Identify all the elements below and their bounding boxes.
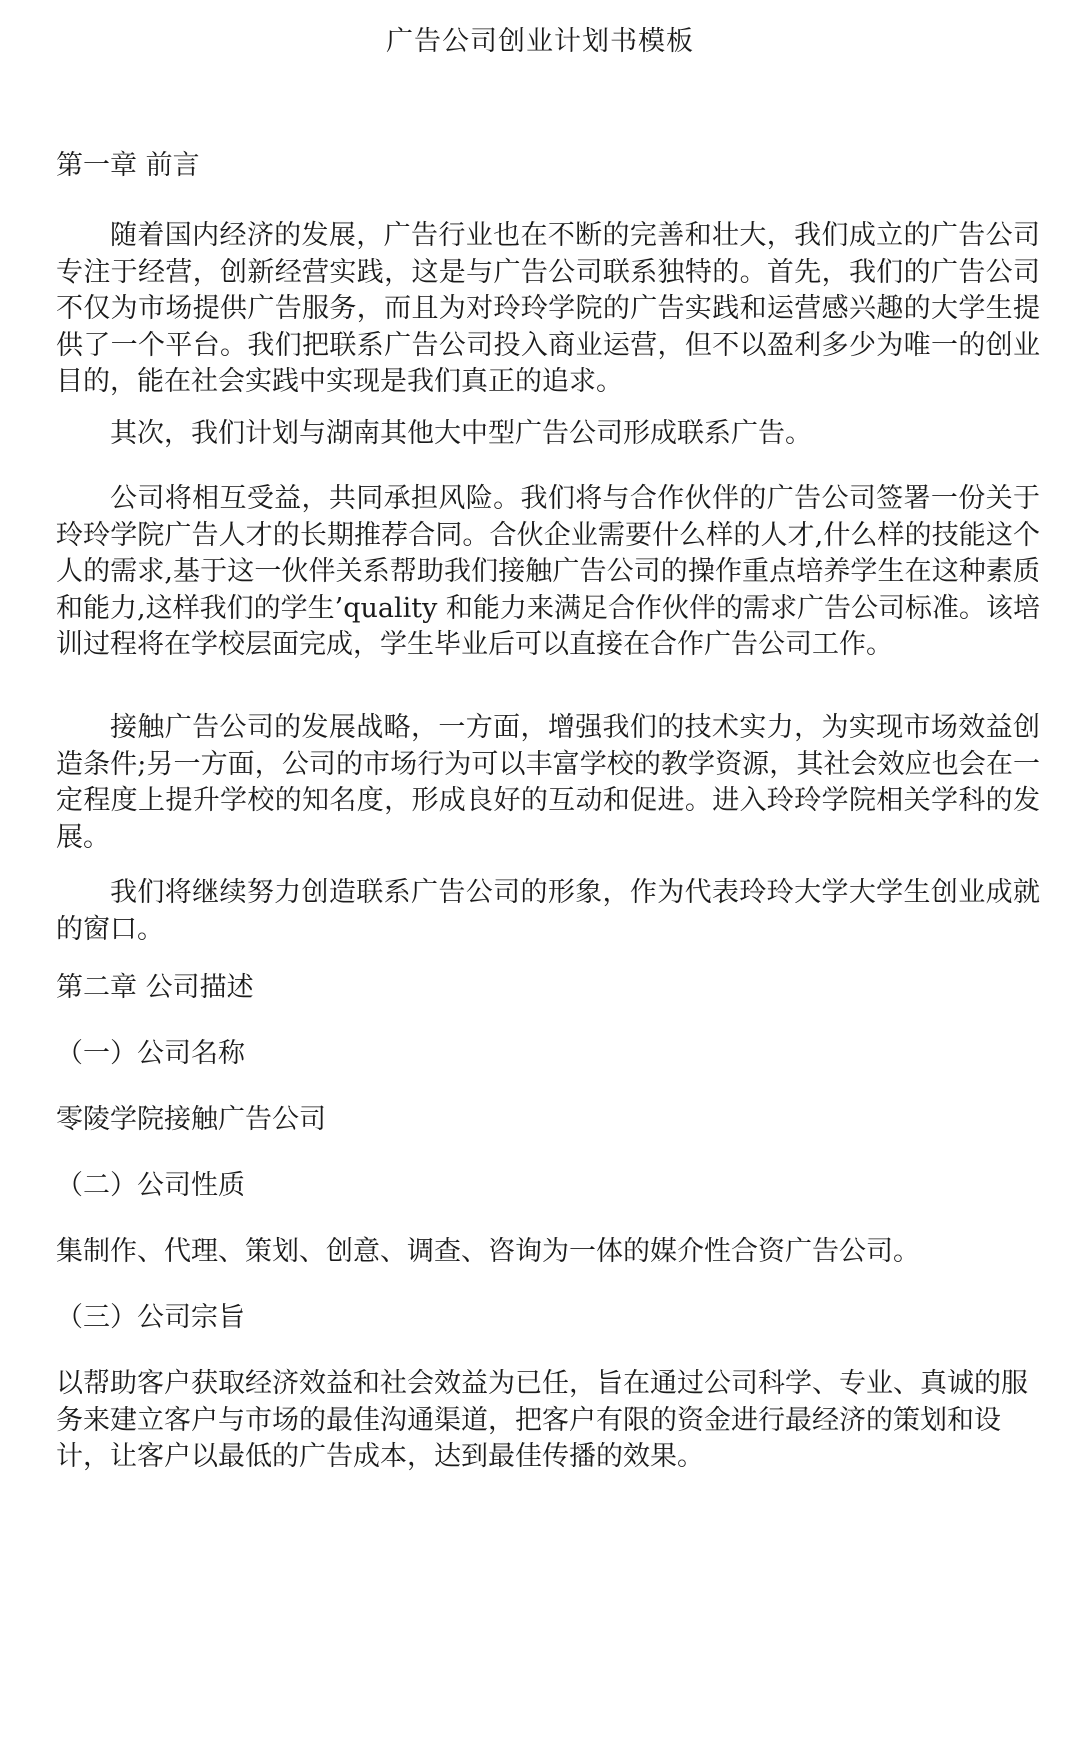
- chapter-2-heading: 第二章 公司描述: [56, 972, 254, 1003]
- chapter-1-paragraph-4: 接触广告公司的发展战略，一方面，增强我们的技术实力，为实现市场效益创造条件;另一方面，公司的市场行为可以丰富学校的教学资源，其社会效应也会在一定程度上提升学校的知名度，形成良好的互动和促进。进入玲玲学院相关学科的发展。: [56, 712, 1040, 853]
- section-2-heading: （二）公司性质: [56, 1170, 245, 1201]
- chapter-1-heading: 第一章 前言: [56, 150, 200, 181]
- section-3-body: 以帮助客户获取经济效益和社会效益为已任，旨在通过公司科学、专业、真诚的服务来建立客户与市场的最佳沟通渠道，把客户有限的资金进行最经济的策划和设计，让客户以最低的广告成本，达到最佳传播的效果。: [56, 1368, 1028, 1472]
- chapter-1-paragraph-1: 随着国内经济的发展，广告行业也在不断的完善和壮大，我们成立的广告公司专注于经营，创新经营实践，这是与广告公司联系独特的。首先，我们的广告公司不仅为市场提供广告服务，而且为对玲玲学院的广告实践和运营感兴趣的大学生提供了一个平台。我们把联系广告公司投入商业运营，但不以盈利多少为唯一的创业目的，能在社会实践中实现是我们真正的追求。: [56, 220, 1040, 397]
- chapter-1-paragraph-2: 其次，我们计划与湖南其他大中型广告公司形成联系广告。: [110, 418, 812, 449]
- section-1-body: 零陵学院接触广告公司: [56, 1104, 326, 1135]
- section-2-body: 集制作、代理、策划、创意、调查、咨询为一体的媒介性合资广告公司。: [56, 1236, 920, 1267]
- section-3-heading: （三）公司宗旨: [56, 1302, 245, 1333]
- document-title: 广告公司创业计划书模板: [386, 26, 694, 57]
- chapter-1-paragraph-5: 我们将继续努力创造联系广告公司的形象，作为代表玲玲大学大学生创业成就的窗口。: [56, 877, 1040, 945]
- chapter-1-paragraph-3: 公司将相互受益，共同承担风险。我们将与合作伙伴的广告公司签署一份关于玲玲学院广告人才的长期推荐合同。合伙企业需要什么样的人才,什么样的技能这个人的需求,基于这一伙伴关系帮助我们接触广告公司的操作重点培养学生在这种素质和能力,这样我们的学生’quality 和能力来满足合作伙伴的需求广告公司标准。该培训过程将在学校层面完成，学生毕业后可以直接在合作广告公司工作。: [56, 483, 1040, 660]
- section-1-heading: （一）公司名称: [56, 1038, 245, 1069]
